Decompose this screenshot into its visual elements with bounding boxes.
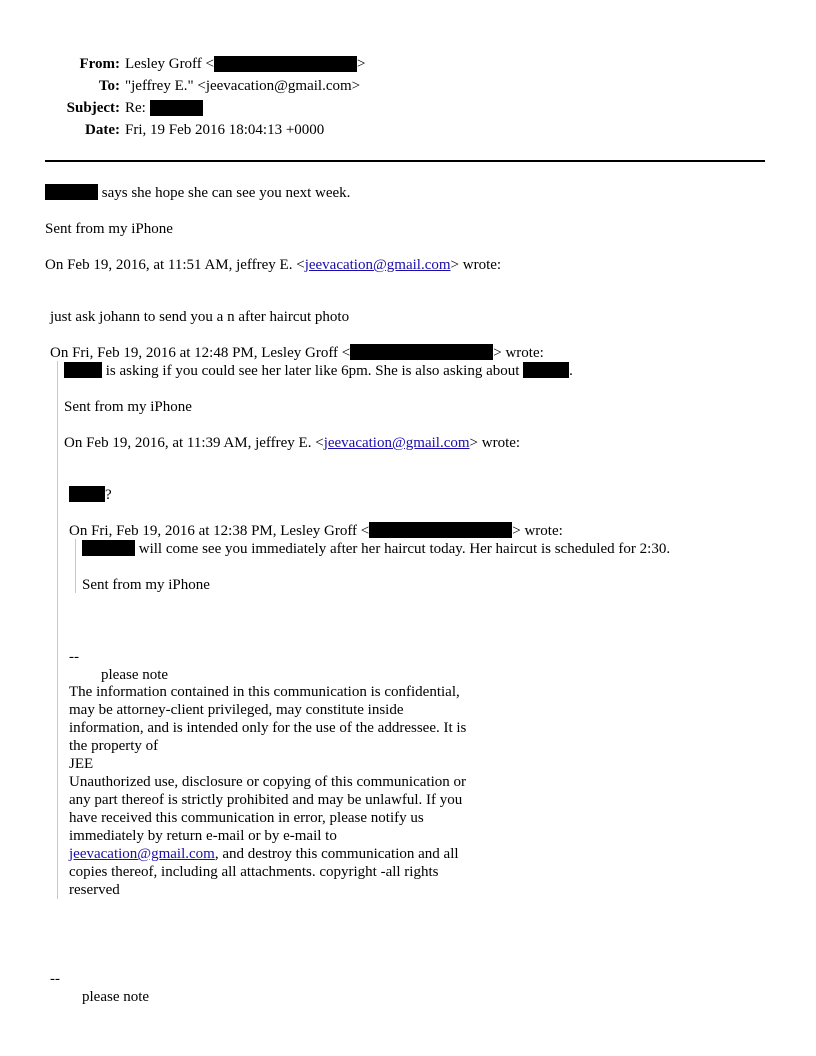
disclaimer [69,683,469,899]
attribution-2 [50,344,544,362]
redacted-subject [150,100,203,116]
quote-bar-level-2 [75,539,76,593]
attribution-2-pre: On Fri, Feb 19, 2016 at 12:48 PM, Lesley Groff < [50,345,351,361]
quote-2-line [69,486,112,504]
from-name: Lesley Groff < [125,56,214,72]
signature-dash-2: -- [50,971,60,987]
redacted-name [523,362,569,378]
quote-1-end: . [569,363,573,379]
subject-value: Re: [125,100,146,116]
attribution-4 [69,522,563,540]
email-header [46,53,365,141]
redacted-name [45,184,98,200]
attribution-3 [64,434,520,452]
reply-1: just ask johann to send you a n after haircut photo [50,309,350,325]
header-divider [45,160,765,162]
date-row [46,119,365,141]
quote-3-line [82,540,670,558]
to-value: "jeffrey E." <jeevacation@gmail.com> [125,78,361,94]
email-link[interactable]: jeevacation@gmail.com [323,435,470,451]
email-link[interactable]: jeevacation@gmail.com [304,257,451,273]
quote-2-end: ? [105,487,112,503]
date-label: Date: [85,122,120,138]
disclaimer-part-a: The information contained in this communication is confidential, may be attorney-client privileged, may constitute inside information, and is intended only for the use of the addressee. It is the property of [69,684,467,754]
redacted-email [369,522,512,538]
signature-dash: -- [69,649,79,665]
redacted-email [350,344,493,360]
from-label: From: [79,56,120,72]
attribution-4-post: > wrote: [512,523,563,539]
sent-from-iphone-3: Sent from my iPhone [82,577,210,593]
subject-label: Subject: [66,100,120,116]
redacted-name [69,486,105,502]
attribution-3-post: > wrote: [469,435,521,451]
from-row [46,53,365,75]
body-line-1-text: says she hope she can see you next week. [101,185,351,201]
attribution-4-pre: On Fri, Feb 19, 2016 at 12:38 PM, Lesley Groff < [69,523,370,539]
date-value: Fri, 19 Feb 2016 18:04:13 +0000 [125,122,325,138]
attribution-3-pre: On Feb 19, 2016, at 11:39 AM, jeffrey E. < [64,435,324,451]
body-line-1 [45,184,350,202]
disclaimer-part-b: Unauthorized use, disclosure or copying of this communication or any part thereof is strictly prohibited and may be unlawful. If you have received this communication in error, please notify us immediately by return e-mail or by e-mail to [69,774,466,844]
to-label: To: [98,78,120,94]
please-note-2: please note [82,989,150,1005]
attribution-1-post: > wrote: [450,257,502,273]
disclaimer-part-c: , and destroy this communication and all copies thereof, including all attachments. copyright -all rights reserved [69,846,459,898]
subject-row [46,97,365,119]
quote-1-text: is asking if you could see her later like 6pm. She is also asking about [105,363,520,379]
please-note: please note [101,667,169,683]
sent-from-iphone-2: Sent from my iPhone [64,399,192,415]
sent-from-iphone: Sent from my iPhone [45,221,173,237]
email-link[interactable]: jeevacation@gmail.com [69,846,215,862]
disclaimer-jee: JEE [69,756,94,772]
quote-1-line [64,362,573,380]
redacted-name [64,362,102,378]
attribution-2-post: > wrote: [493,345,544,361]
quote-3-text: will come see you immediately after her haircut today. Her haircut is scheduled for 2:30. [138,541,671,557]
from-close: > [357,56,366,72]
attribution-1-pre: On Feb 19, 2016, at 11:51 AM, jeffrey E. < [45,257,305,273]
attribution-1 [45,256,501,274]
quote-bar-level-1 [57,361,58,899]
to-row [46,75,365,97]
redacted-name [82,540,135,556]
redacted-email [214,56,357,72]
